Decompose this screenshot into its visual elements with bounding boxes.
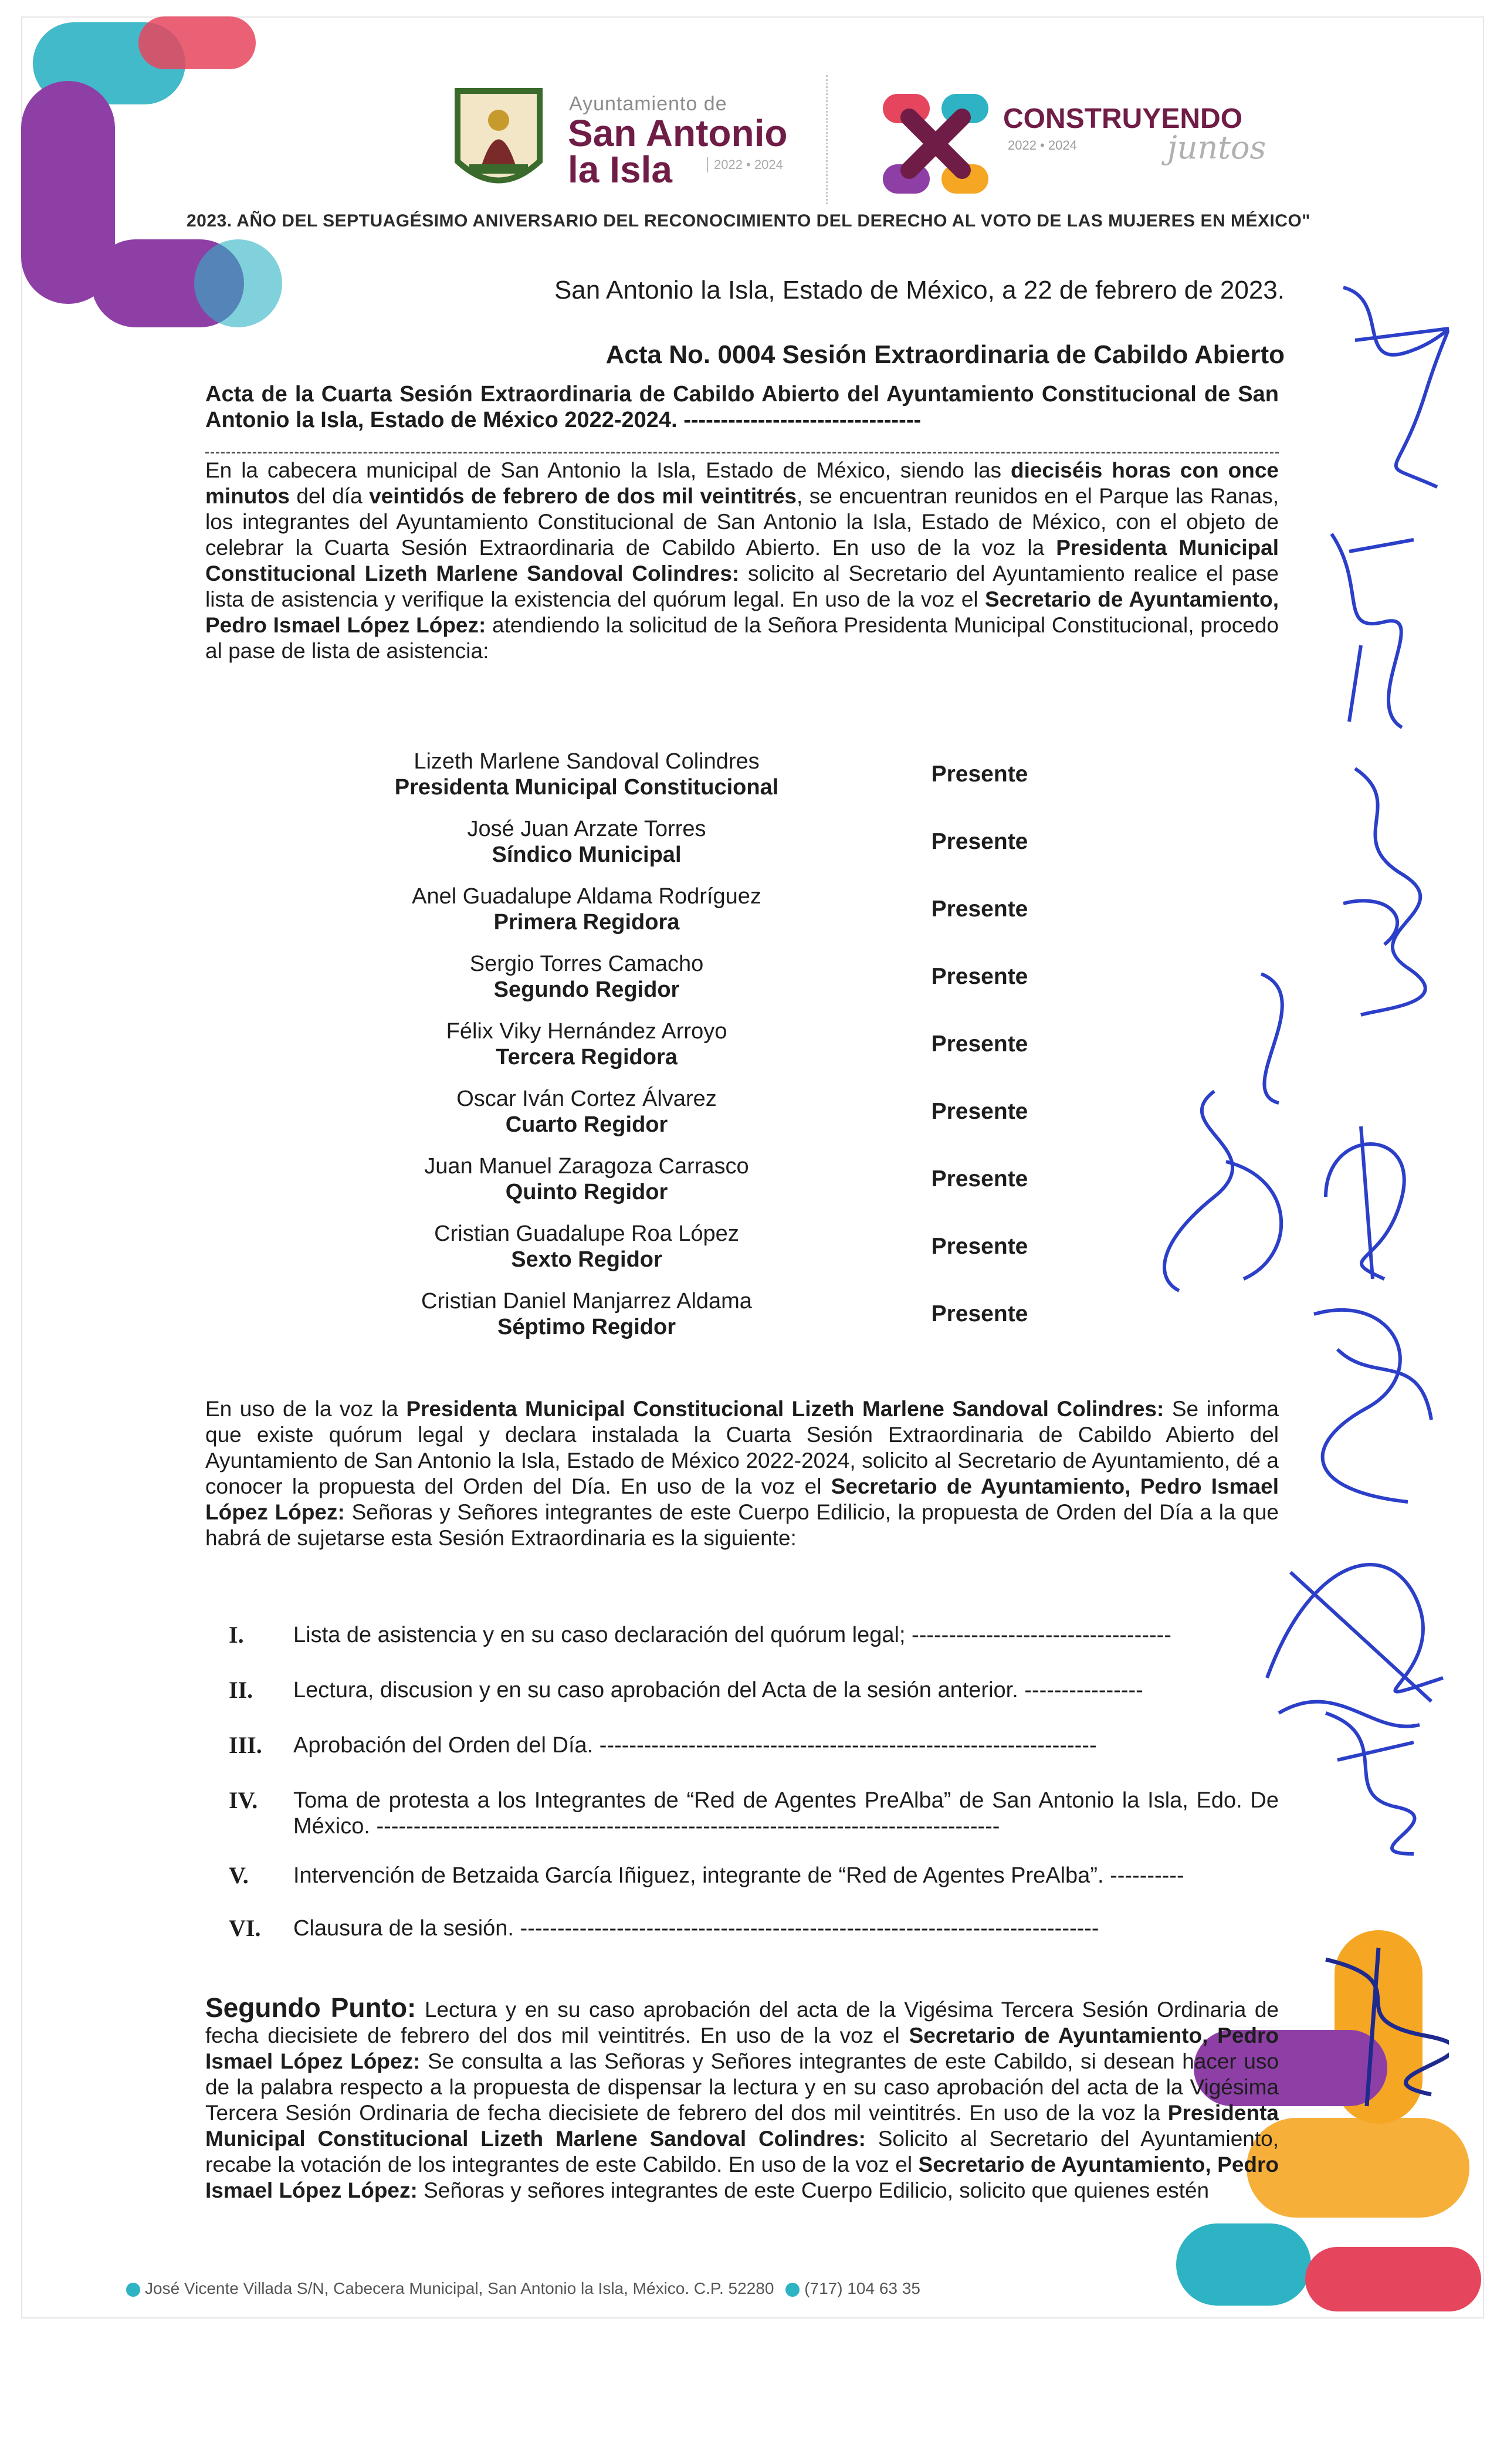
construyendo-script: juntos bbox=[1167, 129, 1266, 166]
signature-5 bbox=[1302, 1103, 1443, 1291]
attendee bbox=[328, 951, 845, 1003]
segundo-b1: Secretario de Ayuntamiento, Pedro Ismael López López: bbox=[205, 2023, 1279, 2073]
intro-t4: solicito al Secretario del Ayuntamiento realice el pase lista de asistencia y verifique la existencia del quórum legal. En uso de la voz el bbox=[205, 561, 1279, 611]
agenda-number: IV. bbox=[229, 1787, 258, 1813]
segundo-b3: Secretario de Ayuntamiento, Pedro Ismael López López: bbox=[205, 2152, 1279, 2202]
attendance-status: Presente bbox=[931, 896, 1028, 922]
attendee bbox=[328, 1153, 845, 1205]
attendance-status: Presente bbox=[931, 1301, 1028, 1326]
agenda-item bbox=[229, 1732, 1279, 1758]
intro-b2: veintidós de febrero de dos mil veintitrés bbox=[369, 484, 797, 508]
corner-decoration-top-left bbox=[21, 16, 297, 398]
construyendo-years: 2022 • 2024 bbox=[1008, 138, 1077, 153]
ayuntamiento-label: Ayuntamiento de bbox=[569, 93, 727, 115]
footer-address: José Vicente Villada S/N, Cabecera Municipal, San Antonio la Isla, México. C.P. 52280 bbox=[145, 2279, 774, 2297]
segundo-b2: Presidenta Municipal Constitucional Lizeth Marlene Sandoval Colindres: bbox=[205, 2101, 1279, 2151]
attendee bbox=[328, 749, 845, 800]
attendance-row bbox=[328, 1280, 1091, 1348]
segundo-t2: Se consulta a las Señoras y Señores integrantes de este Cabildo, si desean hacer uso de la palabra respecto a la propuesta de dispensar la lectura y en su caso aprobación del acta de la Vigésima Tercera Sesión Ordinaria de fecha diecisiete de febrero del dos mil veintitrés. En uso de la voz la bbox=[205, 2049, 1279, 2125]
agenda-number: V. bbox=[229, 1862, 249, 1888]
attendee-name: Oscar Iván Cortez Álvarez bbox=[456, 1086, 717, 1111]
attendee bbox=[328, 1018, 845, 1070]
place-date: San Antonio la Isla, Estado de México, a 22 de febrero de 2023. bbox=[554, 276, 1285, 304]
attendance-row bbox=[328, 1213, 1091, 1280]
attendance-row bbox=[328, 808, 1091, 875]
intro-t5: atendiendo la solicitud de la Señora Presidenta Municipal Constitucional, procedo al pase de lista de asistencia: bbox=[205, 613, 1279, 663]
attendance-row bbox=[328, 1010, 1091, 1078]
ayuntamiento-name-line-1: San Antonio bbox=[568, 112, 788, 154]
attendee-name: Félix Viky Hernández Arroyo bbox=[446, 1018, 727, 1044]
attendee-role: Presidenta Municipal Constitucional bbox=[394, 774, 779, 800]
quorum-t2: Se informa que existe quórum legal y declara instalada la Cuarta Sesión Extraordinaria de Cabildo Abierto del Ayuntamiento de San Antonio la Isla, Estado de México 2022-2024, solicito al Secretario de Ayuntamiento, dé a conocer la propuesta del Orden del Día. En uso de la voz el bbox=[205, 1397, 1279, 1498]
segundo-punto-paragraph bbox=[205, 1992, 1279, 2204]
attendance-list bbox=[328, 740, 1091, 1348]
attendee-role: Cuarto Regidor bbox=[505, 1112, 668, 1137]
intro-t1: En la cabecera municipal de San Antonio la Isla, Estado de México, siendo las bbox=[205, 458, 1011, 482]
agenda-item bbox=[229, 1863, 1279, 1888]
signature-2 bbox=[1314, 516, 1431, 739]
intro-paragraph bbox=[205, 458, 1279, 664]
acta-heading-text: Acta de la Cuarta Sesión Extraordinaria de Cabildo Abierto del Ayuntamiento Constitucional de San Antonio la Isla, Estado de México 2022-2024. bbox=[205, 382, 1279, 432]
signature-1 bbox=[1320, 264, 1466, 499]
agenda-number: VI. bbox=[229, 1915, 261, 1941]
agenda-text: Intervención de Betzaida García Iñiguez, integrante de “Red de Agentes PreAlba”. ---------- bbox=[293, 1863, 1184, 1888]
quorum-b2: Secretario de Ayuntamiento, Pedro Ismael López López: bbox=[205, 1474, 1279, 1524]
attendance-row bbox=[328, 740, 1091, 808]
segundo-label: Segundo Punto: bbox=[205, 1992, 416, 2023]
attendee-role: Quinto Regidor bbox=[505, 1179, 668, 1204]
attendee-role: Primera Regidora bbox=[493, 909, 680, 935]
construyendo-title: CONSTRUYENDO bbox=[1003, 103, 1243, 134]
intro-b3: Presidenta Municipal Constitucional Lizeth Marlene Sandoval Colindres: bbox=[205, 536, 1279, 585]
quorum-b1: Presidenta Municipal Constitucional Lizeth Marlene Sandoval Colindres: bbox=[406, 1397, 1164, 1421]
agenda-number: I. bbox=[229, 1622, 244, 1648]
attendee-role: Tercera Regidora bbox=[496, 1044, 678, 1069]
attendee-role: Séptimo Regidor bbox=[497, 1314, 676, 1339]
ayuntamiento-name bbox=[568, 112, 788, 191]
intro-b1: dieciséis horas con once minutos bbox=[205, 458, 1279, 508]
agenda-text: Clausura de la sesión. ------------------------------------------------------------------------------ bbox=[293, 1916, 1099, 1941]
quorum-t1: En uso de la voz la bbox=[205, 1397, 407, 1421]
location-icon bbox=[126, 2283, 140, 2297]
heading-rule bbox=[205, 452, 1279, 453]
signature-3 bbox=[1320, 757, 1449, 1027]
quorum-t3: Señoras y Señores integrantes de este Cuerpo Edilicio, la propuesta de Orden del Día a la que habrá de sujetarse esta Sesión Extraordinaria es la siguiente: bbox=[205, 1500, 1279, 1550]
municipal-seal-icon bbox=[452, 79, 546, 197]
agenda-number: II. bbox=[229, 1677, 253, 1703]
attendance-row bbox=[328, 875, 1091, 943]
footer bbox=[126, 2279, 920, 2298]
attendance-status: Presente bbox=[931, 761, 1028, 787]
signature-6 bbox=[1279, 1279, 1466, 1525]
intro-b4: Secretario de Ayuntamiento, Pedro Ismael López López: bbox=[205, 587, 1279, 637]
attendee bbox=[328, 816, 845, 868]
attendee-role: Segundo Regidor bbox=[493, 977, 680, 1002]
attendance-row bbox=[328, 1145, 1091, 1213]
signature-9 bbox=[1308, 1936, 1449, 2112]
agenda-list bbox=[229, 1622, 1279, 1941]
attendance-status: Presente bbox=[931, 1098, 1028, 1124]
attendance-row bbox=[328, 1078, 1091, 1145]
segundo-t1: Lectura y en su caso aprobación del acta de la Vigésima Tercera Sesión Ordinaria de fecha diecisiete de febrero del dos mil veintitrés. En uso de la voz el bbox=[205, 1998, 1279, 2047]
agenda-number: III. bbox=[229, 1732, 262, 1758]
agenda-item bbox=[229, 1915, 1279, 1941]
agenda-item bbox=[229, 1677, 1279, 1703]
ayuntamiento-name-line-2: la Isla bbox=[568, 148, 672, 191]
construyendo-logo-icon bbox=[874, 82, 997, 205]
header-divider bbox=[826, 75, 828, 204]
phone-icon bbox=[785, 2283, 800, 2297]
attendee bbox=[328, 1086, 845, 1138]
attendee-name: Sergio Torres Camacho bbox=[469, 951, 704, 976]
acta-title: Acta No. 0004 Sesión Extraordinaria de Cabildo Abierto bbox=[605, 340, 1285, 369]
intro-t3: , se encuentran reunidos en el Parque las Ranas, los integrantes del Ayuntamiento Constitucional de San Antonio la Isla, Estado de México, con el objeto de celebrar la Cuarta Sesión Extraordinaria de Cabildo Abierto. En uso de la voz la bbox=[205, 484, 1279, 560]
acta-heading bbox=[205, 381, 1279, 433]
footer-phone: (717) 104 63 35 bbox=[804, 2279, 920, 2297]
agenda-item bbox=[229, 1622, 1279, 1648]
attendee-name: Cristian Guadalupe Roa López bbox=[434, 1221, 739, 1246]
attendee bbox=[328, 1288, 845, 1340]
attendee bbox=[328, 1221, 845, 1272]
attendee-role: Síndico Municipal bbox=[492, 842, 682, 867]
agenda-text: Toma de protesta a los Integrantes de “Red de Agentes PreAlba” de San Antonio la Isla, Edo. De México. ------------------------------------------------------------------------------------ bbox=[293, 1788, 1279, 1839]
acta-heading-dashes: -------------------------------- bbox=[683, 408, 922, 432]
attendance-status: Presente bbox=[931, 1031, 1028, 1057]
attendance-status: Presente bbox=[931, 1166, 1028, 1192]
attendee-name: Cristian Daniel Manjarrez Aldama bbox=[421, 1288, 752, 1314]
quorum-paragraph bbox=[205, 1396, 1279, 1551]
attendance-status: Presente bbox=[931, 1233, 1028, 1259]
attendee-name: Anel Guadalupe Aldama Rodríguez bbox=[412, 884, 761, 909]
agenda-item bbox=[229, 1788, 1279, 1839]
attendance-status: Presente bbox=[931, 963, 1028, 989]
attendee-name: José Juan Arzate Torres bbox=[467, 816, 706, 841]
attendee-name: Lizeth Marlene Sandoval Colindres bbox=[414, 749, 760, 774]
segundo-t3: Solicito al Secretario del Ayuntamiento, recabe la votación de los integrantes de este Cabildo. En uso de la voz el bbox=[205, 2127, 1279, 2177]
attendee-name: Juan Manuel Zaragoza Carrasco bbox=[424, 1153, 749, 1179]
motto: 2023. AÑO DEL SEPTUAGÉSIMO ANIVERSARIO DEL RECONOCIMIENTO DEL DERECHO AL VOTO DE LAS MUJERES EN MÉXICO" bbox=[187, 211, 1311, 231]
intro-t2: del día bbox=[289, 484, 370, 508]
ayuntamiento-years: 2022 • 2024 bbox=[707, 157, 783, 172]
agenda-text: Lista de asistencia y en su caso declaración del quórum legal; ----------------------------------- bbox=[293, 1623, 1171, 1647]
attendance-status: Presente bbox=[931, 828, 1028, 854]
agenda-text: Lectura, discusion y en su caso aprobación del Acta de la sesión anterior. ---------------- bbox=[293, 1678, 1143, 1703]
attendee-role: Sexto Regidor bbox=[511, 1247, 662, 1272]
segundo-t4: Señoras y señores integrantes de este Cuerpo Edilicio, solicito que quienes estén bbox=[417, 2178, 1210, 2202]
signature-8 bbox=[1302, 1690, 1431, 1866]
attendance-row bbox=[328, 943, 1091, 1010]
agenda-text: Aprobación del Orden del Día. ------------------------------------------------------------------- bbox=[293, 1733, 1097, 1758]
attendee bbox=[328, 884, 845, 935]
